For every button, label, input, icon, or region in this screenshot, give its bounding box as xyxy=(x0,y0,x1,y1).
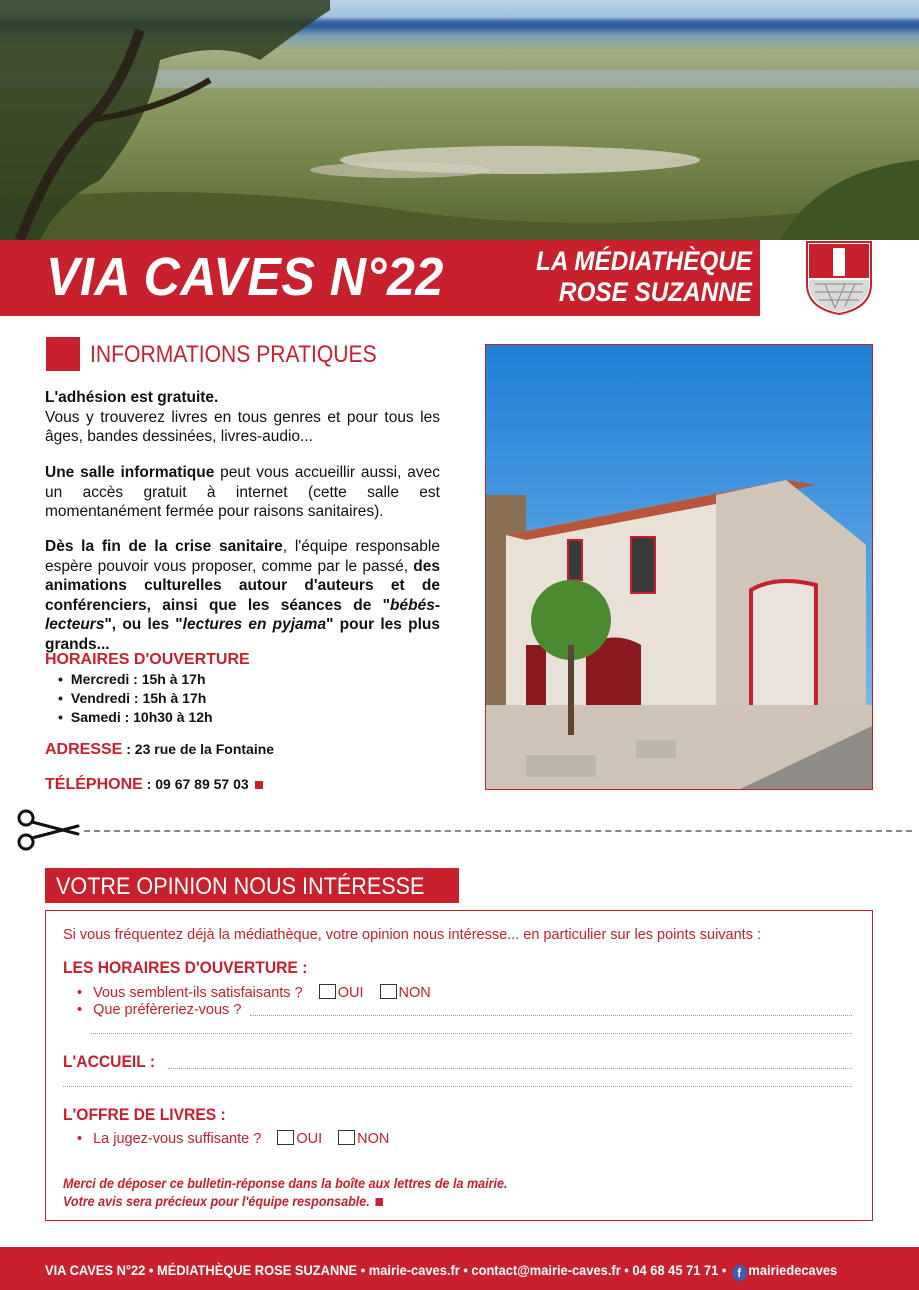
membership-text: Vous y trouverez livres en tous genres et pour tous les âges, bandes dessinées, livres-audio... xyxy=(45,408,440,445)
library-building-photo xyxy=(485,344,873,790)
issue-title: VIA CAVES N°22 xyxy=(46,247,444,307)
question-text: Vous semblent-ils satisfaisants ? xyxy=(93,985,303,1001)
cut-line xyxy=(84,830,912,832)
hours-item: • Vendredi : 15h à 17h xyxy=(58,689,213,708)
events-italic-1: bébés-lecteurs xyxy=(45,596,440,633)
address-label: ADRESSE xyxy=(45,741,123,758)
answer-line[interactable] xyxy=(63,1086,852,1087)
crest-icon xyxy=(805,240,873,316)
answer-line[interactable] xyxy=(168,1068,852,1069)
question-reception-heading: L'ACCUEIL : xyxy=(63,1052,156,1071)
paragraph-computer-room xyxy=(45,463,440,522)
checkbox-no-label: NON xyxy=(398,985,431,1001)
phone-value: : 09 67 89 57 03 xyxy=(142,776,249,792)
question-hours-satisfied xyxy=(77,984,431,1001)
events-bold-3: " pour les plus grands... xyxy=(45,616,440,653)
footer-text xyxy=(45,1262,837,1281)
subtitle-line-1: LA MÉDIATHÈQUE xyxy=(536,246,752,276)
building-illustration xyxy=(486,345,873,790)
events-bold-2: ", ou les " xyxy=(104,616,183,633)
hero-landscape-photo xyxy=(0,0,919,240)
checkbox-yes[interactable] xyxy=(319,984,336,999)
events-bold-1: des animations culturelles autour d'auteurs et de conférenciers, ainsi que les séances de " xyxy=(45,557,440,614)
hours-list xyxy=(58,670,213,727)
survey-note xyxy=(63,1175,507,1211)
checkbox-yes[interactable] xyxy=(277,1130,294,1145)
end-mark xyxy=(375,1198,382,1206)
computer-room-text: peut vous accueillir aussi, avec un accès gratuit à internet (cette salle est momentanément fermée pour raisons sanitaires). xyxy=(45,464,441,520)
checkbox-no[interactable] xyxy=(338,1130,355,1145)
subtitle-line-2: ROSE SUZANNE xyxy=(558,277,752,307)
phone-line xyxy=(45,776,263,794)
question-books-heading: L'OFFRE DE LIVRES : xyxy=(63,1105,226,1124)
hours-item: • Samedi : 10h30 à 12h xyxy=(58,708,213,727)
section-title: INFORMATIONS PRATIQUES xyxy=(90,341,377,368)
survey-intro: Si vous fréquentez déjà la médiathèque, votre opinion nous intéresse... en particulier sur les points suivants : xyxy=(63,927,762,943)
facebook-handle[interactable]: mairiedecaves xyxy=(748,1262,838,1278)
hours-heading: HORAIRES D'OUVERTURE xyxy=(45,651,250,668)
events-lead: Dès la fin de la crise sanitaire xyxy=(45,538,283,555)
computer-room-lead: Une salle informatique xyxy=(45,464,215,481)
article-subtitle xyxy=(525,246,752,308)
address-value: : 23 rue de la Fontaine xyxy=(122,741,275,757)
survey-title: VOTRE OPINION NOUS INTÉRESSE xyxy=(56,873,425,900)
end-mark xyxy=(255,781,263,789)
landscape-illustration xyxy=(0,0,919,240)
checkbox-yes-label: OUI xyxy=(337,985,364,1001)
checkbox-yes-label: OUI xyxy=(296,1131,323,1147)
checkbox-no[interactable] xyxy=(380,984,397,999)
address-line xyxy=(45,741,274,759)
note-line-2: Votre avis sera précieux pour l'équipe responsable. xyxy=(63,1194,370,1209)
answer-line[interactable] xyxy=(91,1033,852,1034)
scissors-icon xyxy=(16,808,80,852)
facebook-icon[interactable]: f xyxy=(732,1265,747,1281)
footer-contact: VIA CAVES N°22 • MÉDIATHÈQUE ROSE SUZANNE • mairie-caves.fr • contact@mairie-caves.fr • 04 68 45 71 71 • xyxy=(45,1262,727,1278)
question-hours-preference xyxy=(77,1002,241,1018)
paragraph-events xyxy=(45,537,440,654)
question-books-sufficient xyxy=(77,1130,389,1147)
paragraph-membership xyxy=(45,388,440,447)
checkbox-no-label: NON xyxy=(357,1131,390,1147)
phone-label: TÉLÉPHONE xyxy=(45,776,143,793)
answer-line[interactable] xyxy=(250,1015,852,1016)
hours-item: • Mercredi : 15h à 17h xyxy=(58,670,213,689)
question-text: Que préfèreriez-vous ? xyxy=(93,1002,242,1018)
note-line-1: Merci de déposer ce bulletin-réponse dans la boîte aux lettres de la mairie. xyxy=(63,1176,508,1191)
question-hours-heading: LES HORAIRES D'OUVERTURE : xyxy=(63,958,308,977)
section-marker xyxy=(46,337,80,371)
events-text: , l'équipe responsable espère pouvoir vous proposer, comme par le passé, xyxy=(45,538,440,575)
membership-lead: L'adhésion est gratuite. xyxy=(45,389,219,406)
events-italic-2: lectures en pyjama xyxy=(182,616,327,633)
question-text: La jugez-vous suffisante ? xyxy=(93,1131,262,1147)
